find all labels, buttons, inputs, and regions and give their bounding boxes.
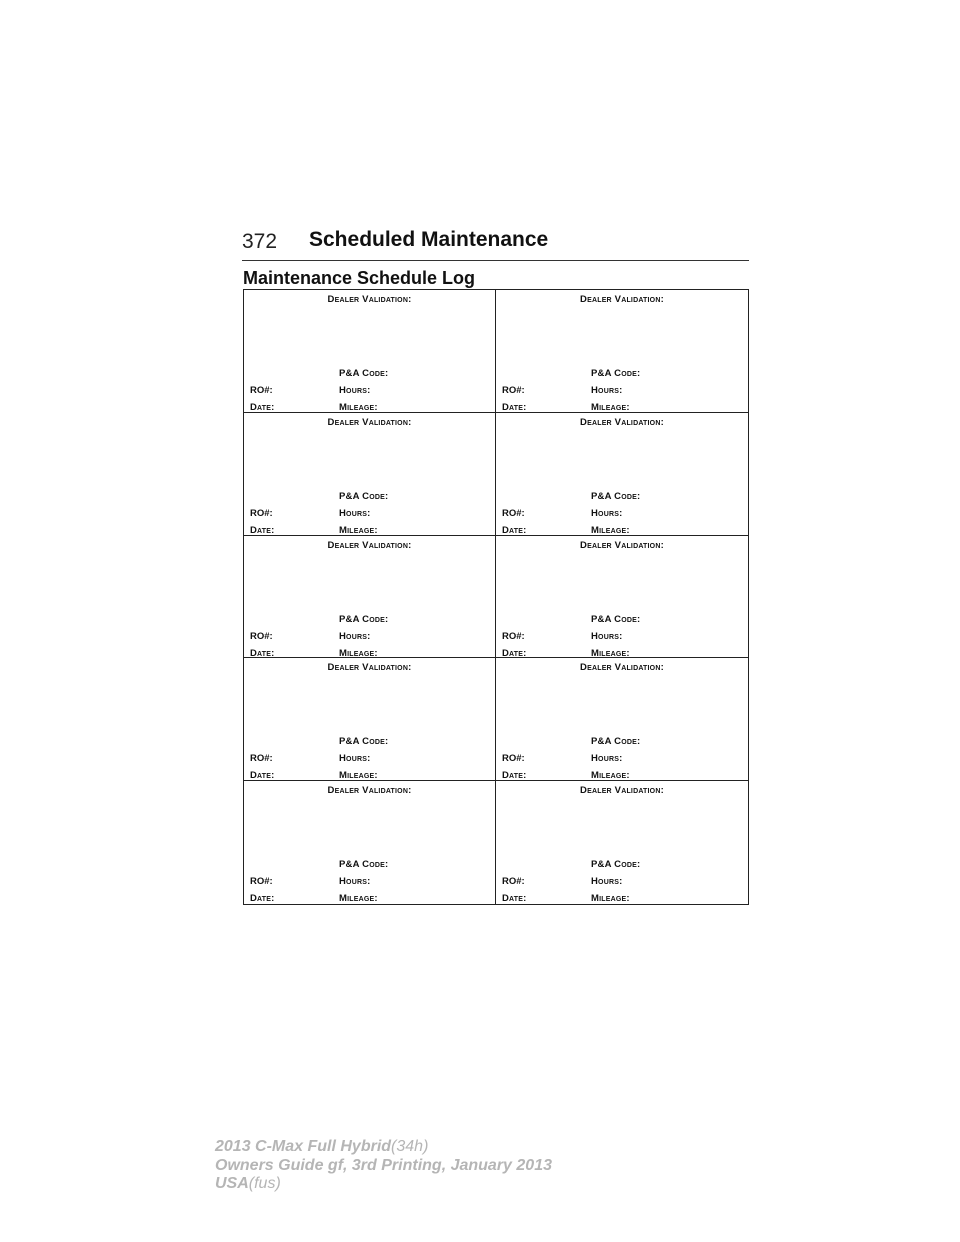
dealer-validation-label: Dealer Validation: — [580, 539, 664, 551]
date-label: Date: — [250, 524, 275, 536]
pa-code-label: P&A Code: — [591, 368, 641, 379]
document-footer — [215, 1138, 552, 1194]
ro-number-label: RO#: — [502, 630, 525, 642]
section-title: Maintenance Schedule Log — [243, 268, 476, 288]
log-entry — [244, 536, 496, 659]
date-label: Date: — [250, 893, 275, 905]
hours-label: Hours: — [339, 507, 371, 519]
mileage-label: Mileage: — [591, 524, 630, 536]
date-label: Date: — [250, 647, 275, 659]
mileage-label: Mileage: — [339, 770, 378, 782]
mileage-label: Mileage: — [339, 893, 378, 905]
ro-number-label: RO#: — [250, 876, 273, 888]
pa-code-label: P&A Code: — [339, 613, 389, 625]
date-label: Date: — [502, 770, 527, 782]
dealer-validation-label: Dealer Validation: — [580, 416, 664, 428]
log-entry — [496, 536, 748, 659]
footer-line-3 — [215, 1175, 552, 1194]
hours-label: Hours: — [339, 630, 371, 642]
log-entry — [496, 290, 748, 413]
mileage-label: Mileage: — [339, 402, 378, 413]
mileage-label: Mileage: — [591, 647, 630, 659]
pa-code-label: P&A Code: — [339, 736, 389, 748]
hours-label: Hours: — [591, 507, 623, 519]
pa-code-label: P&A Code: — [591, 736, 641, 748]
date-label: Date: — [502, 524, 527, 536]
log-entry — [244, 290, 496, 413]
mileage-label: Mileage: — [591, 402, 630, 413]
dealer-validation-label: Dealer Validation: — [327, 416, 412, 428]
pa-code-label: P&A Code: — [591, 859, 641, 871]
pa-code-label: P&A Code: — [339, 859, 389, 871]
dealer-validation-label: Dealer Validation: — [327, 662, 412, 674]
footer-model: 2013 C-Max Full Hybrid — [215, 1138, 392, 1155]
pa-code-label: P&A Code: — [339, 490, 389, 502]
mileage-label: Mileage: — [591, 893, 630, 905]
mileage-label: Mileage: — [339, 647, 378, 659]
dealer-validation-label: Dealer Validation: — [327, 785, 412, 797]
date-label: Date: — [250, 402, 275, 413]
log-entry — [244, 658, 496, 781]
log-entry — [496, 658, 748, 781]
maintenance-log-table — [243, 289, 749, 905]
hours-label: Hours: — [339, 385, 371, 396]
ro-number-label: RO#: — [250, 507, 273, 519]
date-label: Date: — [502, 402, 527, 413]
footer-market: USA — [215, 1175, 249, 1192]
mileage-label: Mileage: — [339, 524, 378, 536]
hours-label: Hours: — [339, 753, 371, 765]
hours-label: Hours: — [591, 630, 623, 642]
ro-number-label: RO#: — [502, 385, 525, 396]
ro-number-label: RO#: — [250, 630, 273, 642]
dealer-validation-label: Dealer Validation: — [580, 662, 664, 674]
dealer-validation-label: Dealer Validation: — [327, 539, 412, 551]
dealer-validation-label: Dealer Validation: — [580, 294, 664, 305]
dealer-validation-label: Dealer Validation: — [327, 294, 412, 305]
hours-label: Hours: — [591, 876, 623, 888]
footer-market-code: (fus) — [248, 1175, 281, 1192]
pa-code-label: P&A Code: — [591, 490, 641, 502]
log-entry — [244, 781, 496, 904]
footer-line-1 — [215, 1138, 552, 1157]
page-header — [242, 228, 749, 261]
log-entry — [244, 413, 496, 536]
page-title: Scheduled Maintenance — [309, 228, 549, 251]
ro-number-label: RO#: — [250, 385, 273, 396]
page-number: 372 — [242, 230, 278, 253]
date-label: Date: — [250, 770, 275, 782]
dealer-validation-label: Dealer Validation: — [580, 785, 664, 797]
hours-label: Hours: — [591, 753, 623, 765]
pa-code-label: P&A Code: — [591, 613, 641, 625]
date-label: Date: — [502, 647, 527, 659]
hours-label: Hours: — [591, 385, 623, 396]
ro-number-label: RO#: — [502, 507, 525, 519]
ro-number-label: RO#: — [250, 753, 273, 765]
footer-model-code: (34h) — [391, 1138, 429, 1155]
log-entry — [496, 413, 748, 536]
log-entry — [496, 781, 748, 904]
date-label: Date: — [502, 893, 527, 905]
ro-number-label: RO#: — [502, 876, 525, 888]
mileage-label: Mileage: — [591, 770, 630, 782]
ro-number-label: RO#: — [502, 753, 525, 765]
footer-line-2: Owners Guide gf, 3rd Printing, January 2013 — [215, 1156, 552, 1174]
pa-code-label: P&A Code: — [339, 368, 389, 379]
hours-label: Hours: — [339, 876, 371, 888]
